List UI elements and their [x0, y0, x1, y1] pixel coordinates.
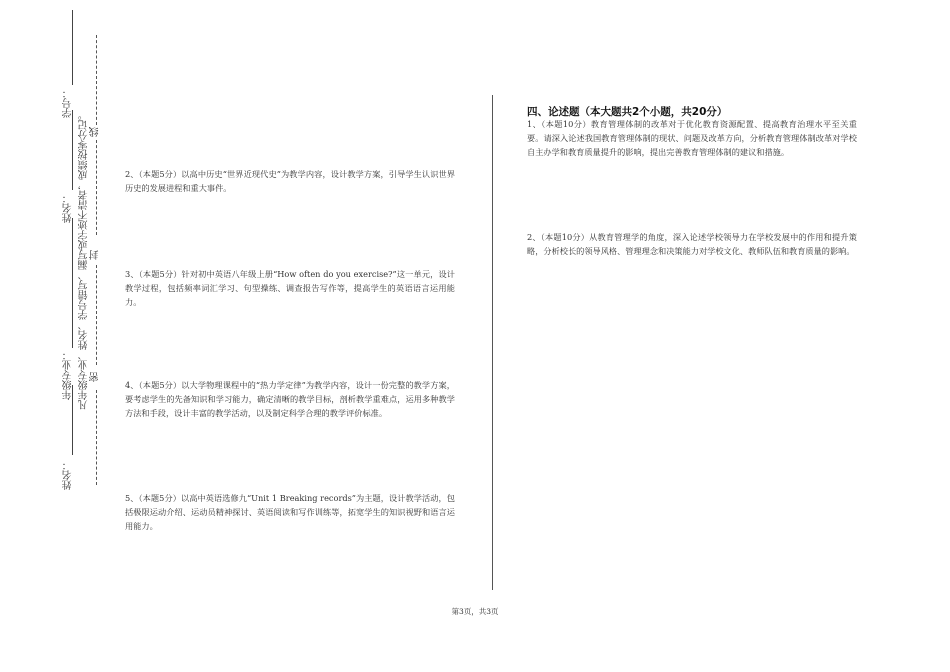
section-title: 四、论述题（本大题共2个小题，共20分）	[527, 106, 728, 118]
grade-major-label: 年级专业：	[63, 350, 74, 400]
binding-line	[72, 110, 73, 190]
binding-line	[72, 218, 73, 348]
column-divider	[492, 95, 493, 590]
binding-strip	[0, 0, 115, 672]
cut-line	[96, 35, 97, 125]
question-2: 2、（本题5分）以高中历史“世界近现代史”为教学内容，设计教学方案，引导学生认识世界历史的发展进程和重大事件。	[125, 169, 455, 193]
essay-question-2: 2、（本题10分）从教育管理学的角度，深入论述学校领导力在学校发展中的作用和提升策略，分析校长的领导风格、管理理念和决策能力对学校文化、教师队伍和教育质量的影响。	[527, 232, 857, 256]
cut-line	[96, 265, 97, 365]
page-number: 第3页，共3页	[451, 607, 499, 616]
essay-question-1: 1、（本题10分）教育管理体制的改革对于优化教育资源配置、提高教育治理水平至关重要。请深入论述我国教育管理体制的现状、问题及改革方向，分析教育管理体制改革对学校自主办学和教育质量提升的影响，提出完善教育管理体制的建议和措施。	[527, 119, 857, 157]
instruction-line: 凡年级专业、姓名、学号错写、漏写或字迹不清者，成绩按零分记。	[79, 110, 90, 410]
question-4: 4、（本题5分）以大学物理课程中的“热力学定律”为教学内容，设计一份完整的教学方案，要考虑学生的先备知识和学习能力，确定清晰的教学目标，剖析教学重难点，运用多种教学方法和手段，设计丰富的教学活动，以及制定科学合理的教学评价标准。	[125, 380, 455, 418]
cut-mark-feng: 封	[90, 250, 101, 260]
binding-line	[72, 10, 73, 85]
name-label: 姓名：	[63, 193, 74, 223]
cut-line	[96, 140, 97, 235]
question-5: 5、（本题5分）以高中英语选修九“Unit 1 Breaking records”为主题，设计教学活动，包括极限运动介绍、运动员精神探讨、英语阅读和写作训练等，拓宽学生的知识视野和语言运用能力。	[125, 493, 455, 531]
question-3: 3、（本题5分）针对初中英语八年级上册“How often do you exercise?”这一单元，设计教学过程，包括频率词汇学习、句型操练、调查报告写作等，提高学生的英语语言运用能力。	[125, 269, 455, 307]
cut-mark-xian: 线	[90, 127, 101, 137]
cut-mark-mi: 密	[90, 372, 101, 382]
name-label-2: 姓名：	[63, 460, 74, 490]
student-id-label: 学号：	[63, 88, 74, 118]
cut-line	[96, 390, 97, 485]
